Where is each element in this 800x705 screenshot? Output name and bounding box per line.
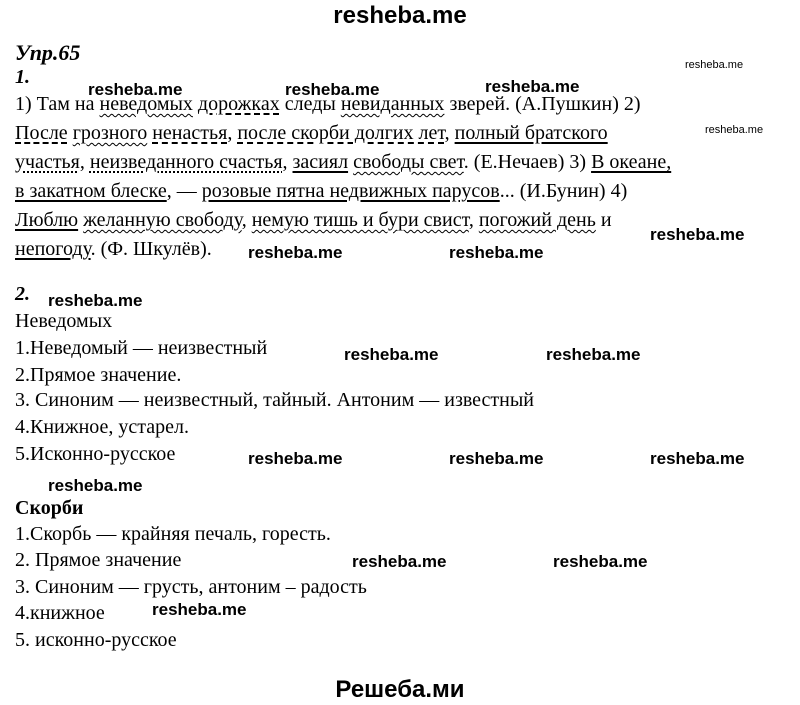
text: , (444, 122, 455, 144)
dashed-underlined-word: дорожках (197, 93, 280, 115)
wavy-underlined-word: желанную свободу (83, 209, 242, 231)
watermark: resheba.me (285, 80, 380, 99)
sentence-line-5 (15, 209, 612, 231)
watermark: resheba.me (48, 476, 143, 495)
text: , (79, 151, 90, 173)
text: . (Е.Нечаев) 3) (463, 151, 592, 173)
watermark: resheba.me (485, 77, 580, 96)
wavy-underlined-word: неведомых (99, 93, 193, 115)
site-header-logo: resheba.me (333, 2, 467, 29)
text: , (468, 209, 479, 231)
sentence-line-4 (15, 180, 627, 202)
watermark: resheba.me (152, 600, 247, 619)
watermark: resheba.me (553, 552, 648, 571)
watermark: resheba.me (48, 291, 143, 310)
underlined-word: непогоду (15, 238, 91, 260)
underlined-word: в закатном блеске (15, 180, 167, 202)
word-1-item: 4.Книжное, устарел. (15, 416, 189, 438)
sentence-line-3 (15, 151, 671, 173)
text: , (227, 122, 238, 144)
part-2-number: 2. (15, 283, 30, 305)
watermark: resheba.me (546, 345, 641, 364)
word-2-item: 4.книжное (15, 602, 105, 624)
text: зверей. (А.Пушкин) 2) (444, 93, 641, 115)
part-1-number: 1. (15, 66, 30, 88)
text: ... (И.Бунин) 4) (499, 180, 628, 202)
word-1-title: Неведомых (15, 310, 113, 332)
watermark: resheba.me (650, 449, 745, 468)
watermark: resheba.me (650, 225, 745, 244)
exercise-title: Упр.65 (15, 40, 81, 65)
word-2-item: 2. Прямое значение (15, 549, 182, 571)
watermark: resheba.me (352, 552, 447, 571)
wavy-underlined-word: свободы свет (353, 151, 464, 173)
text: , (282, 151, 293, 173)
text: и (595, 209, 612, 231)
word-1-item: 2.Прямое значение. (15, 364, 182, 386)
underlined-word: Люблю (15, 209, 79, 231)
watermark: resheba.me (449, 449, 544, 468)
word-1-item: 5.Исконно-русское (15, 443, 176, 465)
underlined-word: розовые пятна недвижных парусов (201, 180, 500, 202)
underlined-word: полный братского (454, 122, 608, 144)
text: 1) Там на (15, 93, 100, 115)
dashed-underlined-word: ненастья (152, 122, 228, 144)
watermark: resheba.me (449, 243, 544, 262)
sentence-line-6 (15, 238, 212, 260)
word-2-item: 5. исконно-русское (15, 629, 177, 651)
wavy-underlined-word: погожий день (478, 209, 596, 231)
dotted-underlined-word: неизведанного счастья (89, 151, 283, 173)
text: , — (166, 180, 202, 202)
wavy-underlined-word: грозного (72, 122, 148, 144)
watermark: resheba.me (685, 59, 744, 71)
watermark: resheba.me (705, 124, 764, 136)
dashed-underlined-word: после скорби долгих лет (237, 122, 445, 144)
word-2-item: 3. Синоним — грусть, антоним – радость (15, 576, 367, 598)
underlined-word: В океане, (591, 151, 672, 173)
dotted-underlined-word: участья (15, 151, 80, 173)
wavy-underlined-word: невиданных (340, 93, 445, 115)
word-1-item: 1.Неведомый — неизвестный (15, 337, 268, 359)
text: . (Ф. Шкулёв). (90, 238, 212, 260)
text: следы (279, 93, 341, 115)
word-2-heading: Скорби (15, 497, 84, 519)
site-footer-logo: Решеба.ми (335, 676, 465, 703)
watermark: resheba.me (88, 80, 183, 99)
watermark: resheba.me (248, 449, 343, 468)
wavy-underlined-word: немую тишь и бури свист (251, 209, 469, 231)
text: , (241, 209, 252, 231)
watermark: resheba.me (344, 345, 439, 364)
underlined-word: засиял (292, 151, 349, 173)
dashed-underlined-word: После (15, 122, 68, 144)
sentence-line-2 (15, 122, 608, 144)
watermark: resheba.me (248, 243, 343, 262)
word-1-item: 3. Синоним — неизвестный, тайный. Антоним — известный (15, 389, 535, 411)
word-2-item: 1.Скорбь — крайняя печаль, горесть. (15, 523, 331, 545)
